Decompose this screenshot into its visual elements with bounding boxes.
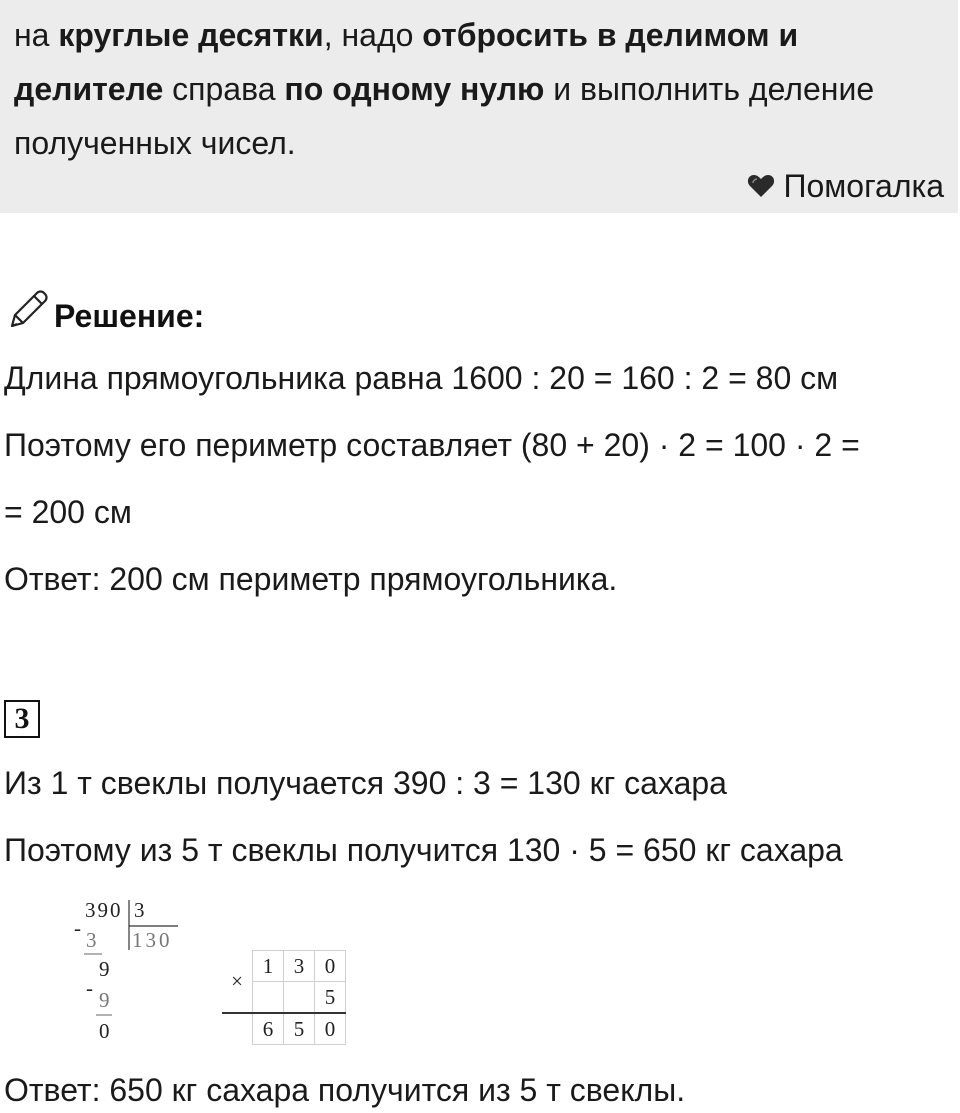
mult-cell: 3	[284, 951, 315, 982]
solution-heading	[6, 288, 204, 343]
mult-cell	[253, 982, 284, 1014]
task3-line-2: Поэтому из 5 т свеклы получится 130 · 5 = 650 кг сахара	[4, 832, 843, 868]
division-remainder-1: 9	[99, 957, 110, 981]
division-divisor: 3	[134, 898, 145, 922]
division-remainder-2: 0	[99, 1019, 110, 1043]
solution-heading-label: Решение:	[54, 297, 205, 334]
task3-answer: Ответ: 650 кг сахара получится из 5 т свеклы.	[4, 1072, 686, 1108]
mult-result-cell: 5	[284, 1013, 315, 1045]
helper-link[interactable]	[747, 164, 944, 208]
division-sub-2: 9	[99, 988, 110, 1012]
rule-text-3: справа	[163, 71, 285, 107]
division-dividend: 390	[85, 898, 123, 922]
multiplication-table	[222, 950, 346, 1045]
solution-line-1: Длина прямоугольника равна 1600 : 20 = 160 : 2 = 80 см	[4, 360, 839, 396]
solution-line-2: Поэтому его периметр составляет (80 + 20) · 2 = 100 · 2 =	[4, 427, 860, 463]
division-minus-1: -	[74, 916, 81, 940]
mult-cell	[284, 982, 315, 1014]
mult-blank	[222, 1013, 253, 1045]
division-sub-1: 3	[86, 928, 97, 952]
heart-icon	[747, 173, 775, 199]
rule-text	[14, 8, 944, 170]
rule-text-2: , надо	[323, 17, 423, 53]
rule-bold-1: круглые десятки	[58, 17, 324, 53]
rule-text-4: и выполнить деление полученных чисел.	[14, 71, 875, 161]
rule-text-1: на	[14, 17, 59, 53]
long-division	[70, 898, 190, 1048]
rule-box	[0, 0, 958, 213]
solution-answer: Ответ: 200 см периметр прямоугольника.	[4, 561, 618, 597]
division-quotient: 130	[132, 928, 173, 952]
task-number-badge: 3	[4, 700, 40, 738]
division-minus-2: -	[86, 976, 93, 1000]
solution-line-3: = 200 см	[4, 494, 132, 530]
rule-bold-3: по одному нулю	[284, 71, 545, 107]
division-lines	[70, 898, 190, 1048]
mult-cell: 1	[253, 951, 284, 982]
mult-cell: 0	[315, 951, 346, 982]
mult-result-cell: 0	[315, 1013, 346, 1045]
mult-cell: 5	[315, 982, 346, 1014]
pencil-icon	[6, 288, 50, 343]
mult-result-cell: 6	[253, 1013, 284, 1045]
task3-line-1: Из 1 т свеклы получается 390 : 3 = 130 кг сахара	[4, 765, 727, 801]
helper-label: Помогалка	[783, 168, 944, 204]
mult-sign: ×	[222, 951, 253, 1014]
rule-bold-2: отбросить в делимом и делителе	[14, 17, 799, 107]
